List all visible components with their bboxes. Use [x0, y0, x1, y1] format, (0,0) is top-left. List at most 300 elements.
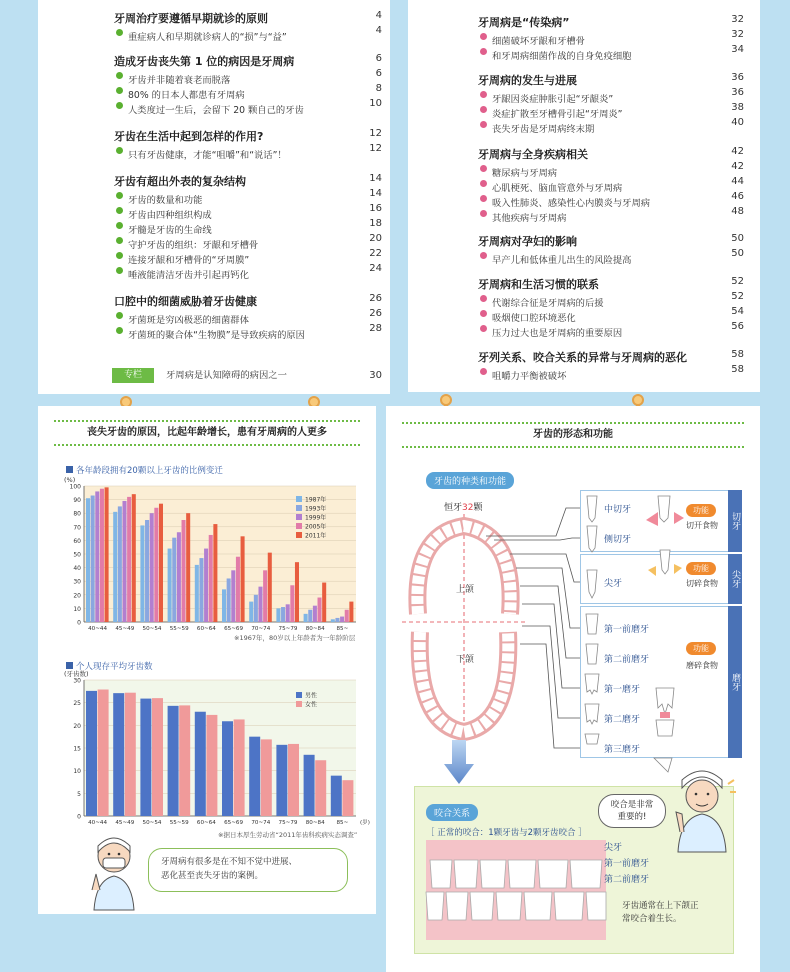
toc-page-number: 52 [731, 291, 744, 302]
occlusion-label: 第二前磨牙 [604, 875, 650, 885]
toc-section [478, 72, 744, 135]
toc-item-text: 早产儿和低体重儿出生的风险提高 [492, 255, 632, 266]
chart-teeth-ratio [60, 474, 360, 634]
chart-note: ※1967年，80岁以上年龄者为一年龄阶层 [234, 634, 356, 642]
bar [345, 610, 349, 622]
toc-page-number: 42 [731, 146, 744, 157]
occlusion-illustration [426, 840, 606, 940]
y-tick-label: 0 [77, 813, 81, 821]
bar [227, 578, 231, 622]
y-tick-label: 40 [73, 565, 81, 573]
toc-item-text: 吸烟使口腔环境恶化 [492, 313, 576, 324]
toc-page-number: 46 [731, 191, 744, 202]
toc-section [478, 349, 744, 382]
function-tag: 功能 [686, 504, 716, 517]
legend-swatch [296, 505, 302, 511]
chart-title-text: 各年龄段拥有20颗以上牙齿的比例变迁 [76, 466, 223, 476]
bar [152, 698, 163, 816]
toc-page-number: 12 [369, 143, 382, 154]
toc-section [114, 173, 382, 281]
bar [268, 553, 272, 622]
bar [132, 494, 136, 622]
toc-item[interactable] [114, 83, 382, 101]
x-tick-label: 80~84 [305, 820, 325, 826]
tooth-name: 中切牙 [604, 505, 632, 515]
toc-section-title: 口腔中的细菌威胁着牙齿健康 [114, 295, 257, 308]
legend-label: 2011年 [305, 532, 327, 540]
legend-label: 女性 [305, 701, 318, 709]
toc-item[interactable] [478, 29, 744, 47]
y-tick-label: 30 [73, 677, 81, 685]
toc-item-text: 80% 的日本人都患有牙周病 [128, 90, 245, 101]
speech-bubble [148, 848, 348, 892]
side-label: 切牙 [728, 490, 742, 552]
bar [249, 737, 260, 816]
toc-page-number: 12 [369, 128, 382, 139]
bar [286, 604, 290, 622]
legend-label: 2005年 [305, 523, 327, 531]
bar [118, 506, 122, 622]
toc-section-heading[interactable] [478, 72, 744, 87]
toc-item-text: 其他疾病与牙周病 [492, 213, 567, 224]
chart-note: ※据日本厚生劳动省“2011年齿科疾病实态调查” [218, 831, 358, 839]
toc-section [478, 14, 744, 62]
toc-section-heading[interactable] [114, 173, 382, 188]
x-tick-label: 65~69 [224, 626, 244, 632]
toc-page-number: 6 [375, 68, 382, 79]
bar [95, 491, 99, 622]
x-tick-label: 85~ [336, 820, 349, 826]
toc-page-number: 22 [369, 248, 382, 259]
toc-item[interactable] [478, 321, 744, 339]
lower-jaw-label: 下颌 [456, 655, 475, 665]
bullet-icon [480, 310, 487, 317]
x-tick-label: 45~49 [115, 626, 135, 632]
toc-page-number: 32 [731, 29, 744, 40]
bar [154, 508, 158, 622]
toc-page-number: 40 [731, 117, 744, 128]
bar [331, 619, 335, 622]
bar [241, 536, 245, 622]
x-tick-label: 60~64 [196, 820, 216, 826]
bullet-icon [480, 106, 487, 113]
bullet-icon [480, 48, 487, 55]
bullet-icon [480, 165, 487, 172]
toc-page-number: 26 [369, 293, 382, 304]
tooth-icons [584, 494, 600, 744]
toc-item-text: 牙齿由四种组织构成 [128, 210, 212, 221]
column-tag: 专栏 [112, 368, 154, 383]
y-tick-label: 100 [69, 483, 81, 491]
bullet-icon [116, 102, 123, 109]
y-tick-label: 70 [73, 524, 81, 532]
bar [231, 570, 235, 622]
toc-page-number: 58 [731, 349, 744, 360]
bullet-icon [116, 327, 123, 334]
bar [331, 776, 342, 816]
x-tick-label: 85~ [336, 626, 349, 632]
toc-item[interactable] [114, 203, 382, 221]
bar [182, 520, 186, 622]
bar [315, 760, 326, 816]
toc-item[interactable] [478, 161, 744, 179]
y-tick-label: 80 [73, 510, 81, 518]
toc-section-heading[interactable] [114, 293, 382, 308]
bullet-icon [116, 222, 123, 229]
bar [91, 496, 95, 622]
tooth-name: 第一前磨牙 [604, 625, 650, 635]
toc-item-text: 和牙周病细菌作战的自身免疫细胞 [492, 51, 632, 62]
bullet-icon [116, 72, 123, 79]
bar [281, 607, 285, 622]
toc-page-number: 14 [369, 173, 382, 184]
toc-item-text: 代谢综合征是牙周病的后援 [492, 298, 604, 309]
side-label: 尖牙 [728, 554, 742, 604]
speech-line: 咬合是非常 [610, 800, 654, 810]
legend-label: 1987年 [305, 496, 327, 504]
toc-item[interactable] [114, 68, 382, 86]
tooth-name: 第二磨牙 [604, 715, 641, 725]
toc-item-text: 心肌梗死、脑血管意外与牙周病 [492, 183, 623, 194]
toc-item[interactable] [114, 248, 382, 266]
toc-section-title: 牙周治疗要遵循早期就诊的原则 [114, 12, 268, 25]
x-tick-label: 75~79 [278, 626, 298, 632]
x-tick-label: 55~59 [169, 820, 189, 826]
toc-page-number: 30 [369, 370, 382, 381]
toc-page-number: 18 [369, 218, 382, 229]
y-axis-label: (牙齿数) [64, 670, 89, 678]
y-tick-label: 15 [73, 745, 81, 753]
bar [199, 558, 203, 622]
permanent-label: 恒牙 [444, 503, 463, 513]
toc-item-text: 重症病人和早期就诊病人的“损”与“益” [128, 32, 287, 43]
legend-label: 男性 [305, 692, 318, 700]
toc-section-heading[interactable] [114, 128, 382, 143]
y-tick-label: 90 [73, 497, 81, 505]
bar [349, 602, 353, 622]
toc-item[interactable] [478, 248, 744, 266]
toc-section-heading[interactable] [478, 349, 744, 364]
toc-section [478, 276, 744, 339]
toc-page-number: 4 [375, 25, 382, 36]
toc-page-number: 36 [731, 72, 744, 83]
toc-section-heading[interactable] [478, 276, 744, 291]
bar [98, 690, 109, 816]
toc-section-heading[interactable] [114, 10, 382, 25]
bar [195, 712, 206, 816]
toc-item-text: 牙菌斑是穷凶极恶的细菌群体 [128, 315, 249, 326]
function-text: 磨碎食物 [686, 661, 718, 670]
y-tick-label: 0 [77, 619, 81, 627]
toc-page-number: 10 [369, 98, 382, 109]
bar [254, 595, 258, 622]
doctor-illustration [668, 762, 738, 852]
toc-item-text: 守护牙齿的组织：牙龈和牙槽骨 [128, 240, 259, 251]
x-tick-label: 70~74 [251, 820, 271, 826]
speech-line: 重要的! [617, 812, 647, 822]
permanent-teeth-label [444, 500, 482, 513]
toc-page-number: 28 [369, 323, 382, 334]
bar [186, 513, 190, 622]
toc-page-left [38, 0, 390, 394]
bar [236, 557, 240, 622]
bullet-icon [116, 192, 123, 199]
bar [263, 570, 267, 622]
toc-page-number: 4 [375, 10, 382, 21]
toc-item-text: 丧失牙齿是牙周病终末期 [492, 124, 595, 135]
function-illustrations [644, 492, 686, 752]
bar [288, 744, 299, 816]
bullet-icon [116, 87, 123, 94]
y-tick-label: 5 [77, 790, 81, 798]
legend-swatch [296, 523, 302, 529]
bullet-icon [480, 91, 487, 98]
toc-page-number: 54 [731, 306, 744, 317]
page-banner: 丧失牙齿的原因，比起年龄增长，患有牙周病的人更多 [54, 420, 360, 446]
bar [276, 608, 280, 622]
toc-section-title: 牙周病对孕妇的影响 [478, 235, 577, 248]
toc-page-right [408, 0, 760, 392]
section-tag: 牙齿的种类和功能 [426, 472, 514, 489]
y-tick-label: 20 [73, 592, 81, 600]
bar [258, 587, 262, 622]
bar [159, 504, 163, 622]
toc-item[interactable] [478, 87, 744, 105]
toc-item[interactable] [478, 44, 744, 62]
toc-section [114, 53, 382, 116]
page-banner: 牙齿的形态和功能 [402, 422, 744, 448]
tooth-name: 尖牙 [604, 579, 623, 589]
toc-item-text: 牙齿的数量和功能 [128, 195, 203, 206]
bullet-icon [480, 295, 487, 302]
x-tick-label: 50~54 [142, 626, 162, 632]
toc-page-number: 50 [731, 248, 744, 259]
toc-item[interactable] [478, 176, 744, 194]
chart-average-teeth [60, 668, 370, 828]
toc-page-number: 56 [731, 321, 744, 332]
bullet-icon [480, 210, 487, 217]
toc-item[interactable] [114, 218, 382, 236]
bar [105, 487, 109, 622]
toc-item[interactable] [478, 306, 744, 324]
tooth-name: 侧切牙 [604, 535, 632, 545]
bar [322, 583, 326, 622]
x-tick-label: 40~44 [88, 626, 108, 632]
bar [113, 693, 124, 816]
y-tick-label: 10 [73, 768, 81, 776]
permanent-unit: 颗 [473, 503, 483, 513]
tooth-name: 第一磨牙 [604, 685, 641, 695]
legend-label: 1999年 [305, 514, 327, 522]
toc-section-title: 牙齿在生活中起到怎样的作用? [114, 130, 264, 143]
bar [261, 739, 272, 816]
toc-item-text: 牙髓是牙齿的生命线 [128, 225, 212, 236]
bar [172, 538, 176, 622]
bar [304, 614, 308, 622]
toc-section-heading[interactable] [478, 233, 744, 248]
toc-item[interactable] [114, 308, 382, 326]
toc-item[interactable] [478, 364, 744, 382]
bullet-icon [116, 252, 123, 259]
x-tick-label: 80~84 [305, 626, 325, 632]
toc-item[interactable] [478, 102, 744, 120]
bar [276, 745, 287, 816]
y-tick-label: 25 [73, 700, 81, 708]
toc-item-text: 吸入性肺炎、感染性心内膜炎与牙周病 [492, 198, 651, 209]
bar [304, 755, 315, 816]
toc-section-title: 牙周病和生活习惯的联系 [478, 278, 599, 291]
toc-page-number: 8 [375, 83, 382, 94]
bullet-icon [480, 195, 487, 202]
function-text: 切碎食物 [686, 579, 718, 588]
bar [127, 497, 131, 622]
toc-section [114, 10, 382, 43]
bubble-line: 恶化甚至丧失牙齿的案例。 [161, 871, 264, 881]
toc-item-text: 人类度过一生后，会留下 20 颗自己的牙齿 [128, 105, 304, 116]
toc-item[interactable] [114, 263, 382, 281]
function-text: 切开食物 [686, 521, 718, 530]
x-tick-label: 55~59 [169, 626, 189, 632]
toc-item[interactable] [114, 233, 382, 251]
toc-section [114, 293, 382, 341]
bar [168, 549, 172, 622]
down-arrow-icon [444, 740, 474, 784]
doctor-illustration [90, 830, 142, 910]
toc-page-number: 48 [731, 206, 744, 217]
function-tag: 功能 [686, 642, 716, 655]
toc-page-number: 14 [369, 188, 382, 199]
toc-item-text: 牙龈因炎症肿胀引起“牙龈炎” [492, 94, 614, 105]
toc-item[interactable] [478, 291, 744, 309]
toc-section-title: 造成牙齿丧失第 1 位的病因是牙周病 [114, 55, 295, 68]
toc-section-title: 牙齿有超出外表的复杂结构 [114, 175, 246, 188]
x-tick-label: 40~44 [88, 820, 108, 826]
permanent-count: 32 [462, 503, 474, 513]
tooth-name: 第三磨牙 [604, 745, 641, 755]
toc-item-text: 只有牙齿健康，才能“咀嚼”和“说话”！ [128, 150, 287, 161]
bar [342, 780, 353, 816]
legend-swatch [296, 701, 302, 707]
toc-page-number: 6 [375, 53, 382, 64]
bullet-icon [116, 237, 123, 244]
x-tick-label: 50~54 [142, 820, 162, 826]
x-tick-label: 65~69 [224, 820, 244, 826]
toc-page-number: 44 [731, 176, 744, 187]
toc-section-title: 牙周病是“传染病” [478, 16, 570, 29]
bullet-icon [480, 368, 487, 375]
bar [177, 532, 181, 622]
toc-item[interactable] [114, 188, 382, 206]
bar [122, 501, 126, 622]
x-tick-label: 70~74 [251, 626, 271, 632]
bar [318, 598, 322, 622]
chart-title-text: 个人现存平均牙齿数 [76, 662, 153, 672]
bullet-icon [116, 312, 123, 319]
x-tick-label: 75~79 [278, 820, 298, 826]
y-tick-label: 30 [73, 578, 81, 586]
y-tick-label: 50 [73, 551, 81, 559]
toc-item[interactable] [114, 323, 382, 341]
bar [195, 565, 199, 622]
bar [125, 693, 136, 816]
occlusion-tag: 咬合关系 [426, 804, 478, 821]
toc-item-text: 细菌破坏牙龈和牙槽骨 [492, 36, 585, 47]
toc-item[interactable] [114, 98, 382, 116]
bar [295, 562, 299, 622]
bar [140, 525, 144, 622]
bullet-icon [480, 252, 487, 259]
side-label: 磨牙 [728, 606, 742, 758]
toc-section-title: 牙周病的发生与进展 [478, 74, 577, 87]
bar [313, 606, 317, 622]
occlusion-label: 第一前磨牙 [604, 859, 650, 869]
bar [140, 699, 151, 816]
toc-item[interactable] [478, 191, 744, 209]
bar [222, 589, 226, 622]
toc-item-text: 牙菌斑的聚合体“生物膜”是导致疾病的原因 [128, 330, 305, 341]
bullet-icon [480, 33, 487, 40]
toc-page-number: 32 [731, 14, 744, 25]
toc-page-number: 16 [369, 203, 382, 214]
toc-item[interactable] [478, 117, 744, 135]
x-tick-label: 60~64 [196, 626, 216, 632]
bar [234, 719, 245, 816]
occlusion-note [622, 900, 699, 926]
toc-section-title: 牙周病与全身疾病相关 [478, 148, 588, 161]
legend-swatch [296, 496, 302, 502]
x-unit-label: (岁) [360, 820, 370, 826]
toc-section [478, 146, 744, 224]
toc-page-number: 52 [731, 276, 744, 287]
toc-item-text: 咀嚼力平衡被破坏 [492, 371, 567, 382]
bullet-icon [116, 207, 123, 214]
chart-page [38, 406, 376, 914]
bar [179, 705, 190, 816]
bar [308, 610, 312, 622]
bullet-icon [480, 180, 487, 187]
function-tag: 功能 [686, 562, 716, 575]
legend-swatch [296, 692, 302, 698]
legend-swatch [296, 514, 302, 520]
toc-item-text: 压力过大也是牙周病的重要原因 [492, 328, 623, 339]
column-title[interactable]: 牙周病是认知障碍的病因之一 [166, 370, 287, 381]
y-axis-label: (%) [64, 476, 76, 484]
toc-item[interactable] [114, 143, 382, 161]
toc-item-text: 炎症扩散至牙槽骨引起“牙周炎” [492, 109, 623, 120]
bar [100, 489, 104, 622]
toc-section [114, 128, 382, 161]
bar [113, 512, 117, 622]
bar [249, 602, 253, 622]
speech-bubble [598, 794, 666, 828]
bullet-icon [116, 147, 123, 154]
bar [290, 585, 294, 622]
toc-section-heading[interactable] [478, 146, 744, 161]
teeth-page [386, 406, 760, 972]
toc-section-heading[interactable] [478, 14, 744, 29]
bullet-icon [480, 325, 487, 332]
toc-section-heading[interactable] [114, 53, 382, 68]
bar [206, 715, 217, 816]
bar [168, 706, 179, 816]
toc-item[interactable] [114, 25, 382, 43]
toc-page-number: 26 [369, 308, 382, 319]
toc-page-number: 36 [731, 87, 744, 98]
toc-page-number: 38 [731, 102, 744, 113]
toc-item-text: 连接牙龈和牙槽骨的“牙周膜” [128, 255, 250, 266]
legend-swatch [296, 532, 302, 538]
toc-item[interactable] [478, 206, 744, 224]
